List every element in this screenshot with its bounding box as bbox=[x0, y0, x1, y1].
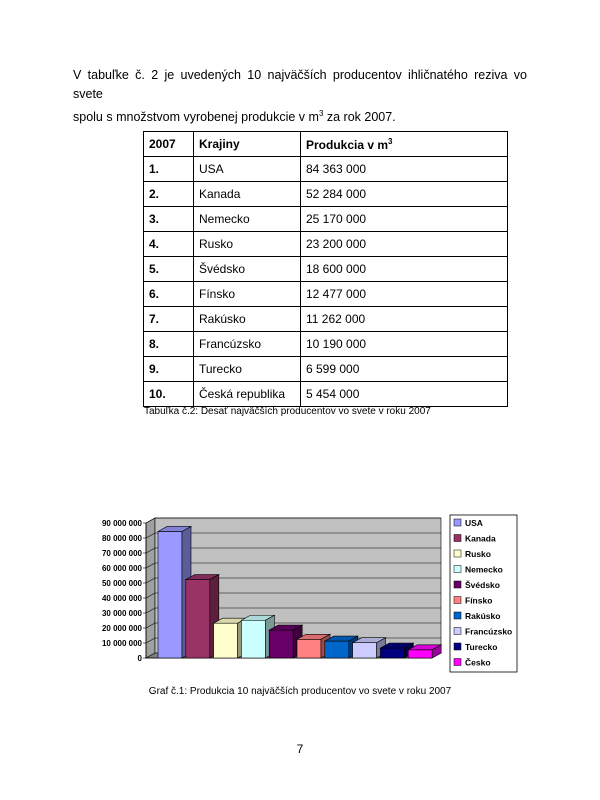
cell-rank: 7. bbox=[144, 307, 194, 332]
cell-rank: 2. bbox=[144, 182, 194, 207]
page-number: 7 bbox=[296, 742, 304, 756]
intro-line-1: V tabuľke č. 2 je uvedených 10 najväčších producentov ihličnatého reziva vo svete bbox=[73, 68, 527, 101]
table-row bbox=[144, 382, 508, 407]
legend-swatch bbox=[454, 535, 461, 542]
legend-label: Francúzsko bbox=[465, 626, 513, 637]
legend-swatch bbox=[454, 597, 461, 604]
table-caption: Tabuľka č.2: Desať najväčších producentov vo svete v roku 2007 bbox=[144, 406, 431, 417]
table-body bbox=[144, 157, 508, 407]
table-header-row bbox=[144, 132, 508, 157]
table-row bbox=[144, 307, 508, 332]
bar-front bbox=[353, 643, 377, 658]
table-row bbox=[144, 257, 508, 282]
cell-country: Kanada bbox=[194, 182, 301, 207]
legend-label: USA bbox=[465, 518, 483, 528]
cell-production: 52 284 000 bbox=[301, 182, 508, 207]
cell-rank: 5. bbox=[144, 257, 194, 282]
cell-production: 18 600 000 bbox=[301, 257, 508, 282]
chart-side-wall bbox=[146, 518, 155, 658]
bar-Česko bbox=[408, 645, 441, 658]
cell-country: Česká republika bbox=[194, 382, 301, 407]
cell-production: 25 170 000 bbox=[301, 207, 508, 232]
header-production: Produkcia v $m^3$ bbox=[301, 132, 508, 157]
header-year: 2007 bbox=[144, 132, 194, 157]
header-countries: Krajiny bbox=[194, 132, 301, 157]
cell-production: 5 454 000 bbox=[301, 382, 508, 407]
y-tick-label: 0 bbox=[137, 654, 142, 663]
producers-table bbox=[143, 131, 508, 407]
cell-country: Rusko bbox=[194, 232, 301, 257]
legend-label: Rusko bbox=[465, 549, 491, 559]
legend-swatch bbox=[454, 659, 461, 666]
cell-rank: 8. bbox=[144, 332, 194, 357]
table-row bbox=[144, 232, 508, 257]
cell-country: Turecko bbox=[194, 357, 301, 382]
y-tick-label: 10 000 000 bbox=[101, 639, 142, 648]
y-tick-label: 30 000 000 bbox=[101, 609, 142, 618]
legend-swatch bbox=[454, 550, 461, 557]
legend-label: Fínsko bbox=[465, 595, 493, 606]
y-tick-label: 80 000 000 bbox=[101, 534, 142, 543]
y-tick-label: 40 000 000 bbox=[101, 594, 142, 603]
legend-label: Česko bbox=[465, 657, 491, 668]
legend-label: Rakúsko bbox=[465, 611, 501, 621]
legend-label: Švédsko bbox=[465, 580, 500, 590]
bar-front bbox=[241, 620, 265, 658]
legend-label: Nemecko bbox=[465, 564, 503, 575]
cell-production: 12 477 000 bbox=[301, 282, 508, 307]
cell-production: 84 363 000 bbox=[301, 157, 508, 182]
cell-country: Francúzsko bbox=[194, 332, 301, 357]
y-tick-label: 70 000 000 bbox=[101, 549, 142, 558]
legend-swatch bbox=[454, 519, 461, 526]
cell-rank: 10. bbox=[144, 382, 194, 407]
bar-front bbox=[380, 648, 404, 658]
bar-front bbox=[325, 641, 349, 658]
cell-production: 6 599 000 bbox=[301, 357, 508, 382]
table-row bbox=[144, 207, 508, 232]
legend-label: Turecko bbox=[465, 642, 498, 652]
cell-country: Rakúsko bbox=[194, 307, 301, 332]
table-row bbox=[144, 157, 508, 182]
cell-country: USA bbox=[194, 157, 301, 182]
bar-front bbox=[408, 650, 432, 658]
cell-rank: 4. bbox=[144, 232, 194, 257]
cell-country: Nemecko bbox=[194, 207, 301, 232]
legend-swatch bbox=[454, 628, 461, 635]
cell-production: 23 200 000 bbox=[301, 232, 508, 257]
cell-rank: 1. bbox=[144, 157, 194, 182]
legend-label: Kanada bbox=[465, 533, 496, 544]
table-row bbox=[144, 357, 508, 382]
bar-front bbox=[269, 630, 293, 658]
y-tick-label: 20 000 000 bbox=[101, 624, 142, 633]
bar-front bbox=[158, 531, 182, 658]
chart-caption: Graf č.1: Produkcia 10 najväčších producentov vo svete v roku 2007 bbox=[148, 686, 452, 697]
cell-country: Švédsko bbox=[194, 257, 301, 282]
cell-production: 11 262 000 bbox=[301, 307, 508, 332]
table-row bbox=[144, 282, 508, 307]
bar-front bbox=[214, 623, 238, 658]
production-bar-chart bbox=[80, 510, 530, 680]
intro-paragraph bbox=[73, 66, 527, 127]
y-tick-label: 90 000 000 bbox=[101, 519, 142, 528]
legend-swatch bbox=[454, 566, 461, 573]
legend-swatch bbox=[454, 581, 461, 588]
intro-line-2: spolu s množstvom vyrobenej produkcie v $m^3$ za rok 2007. bbox=[73, 109, 396, 124]
bar-front bbox=[297, 639, 321, 658]
table-row bbox=[144, 332, 508, 357]
cell-rank: 6. bbox=[144, 282, 194, 307]
cell-country: Fínsko bbox=[194, 282, 301, 307]
y-tick-label: 60 000 000 bbox=[101, 564, 142, 573]
cell-production: 10 190 000 bbox=[301, 332, 508, 357]
bar-front bbox=[186, 580, 210, 658]
y-tick-label: 50 000 000 bbox=[101, 579, 142, 588]
cell-rank: 3. bbox=[144, 207, 194, 232]
table-row bbox=[144, 182, 508, 207]
cell-rank: 9. bbox=[144, 357, 194, 382]
legend-swatch bbox=[454, 643, 461, 650]
legend-swatch bbox=[454, 612, 461, 619]
